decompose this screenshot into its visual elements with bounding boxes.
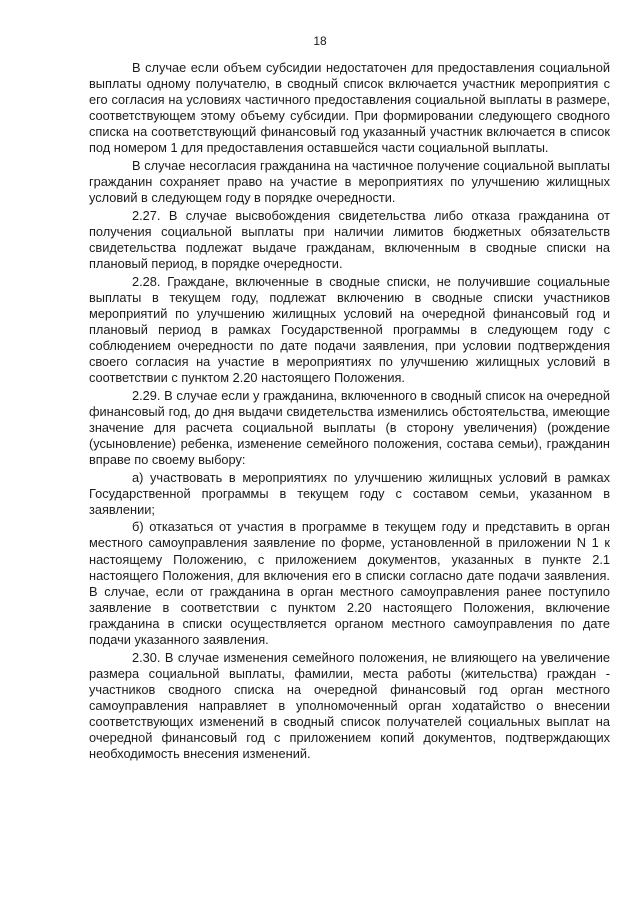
paragraph-2-29: 2.29. В случае если у гражданина, включенного в сводный список на очередной финансовый год, до дня выдачи свидетельства изменились обстоятельства, имеющие значение для расчета социальной выплаты (в сторону увеличения) (рождение (усыновление) ребенка, изменение семейного положения, состава семьи), гражданин вправе по своему выбору: xyxy=(89,387,610,467)
paragraph-2-30: 2.30. В случае изменения семейного положения, не влияющего на увеличение размера социальной выплаты, фамилии, места работы (жительства) граждан - участников сводного списка на очередной финансовый год орган местного самоуправления направляет в уполномоченный орган ходатайство о внесении соответствующих изменений в сводный список получателей социальных выплат на очередной финансовый год с приложением копий документов, подтверждающих необходимость внесения изменений. xyxy=(89,649,610,761)
paragraph-subsidy-insufficient: В случае если объем субсидии недостаточен для предоставления социальной выплаты одному получателю, в сводный список включается участник мероприятия с его согласия на условиях частичного предоставления социальной выплаты в размере, соответствующем этому объему субсидии. При формировании следующего сводного списка на соответствующий финансовый год указанный участник включается в список под номером 1 для предоставления оставшейся части социальной выплаты. xyxy=(89,60,610,156)
document-body xyxy=(89,60,610,764)
page-number: 18 xyxy=(313,34,327,48)
paragraph-citizen-disagreement: В случае несогласия гражданина на частичное получение социальной выплаты гражданин сохраняет право на участие в мероприятиях по улучшению жилищных условий в следующем году в порядке очередности. xyxy=(89,157,610,206)
paragraph-2-28: 2.28. Граждане, включенные в сводные списки, не получившие социальные выплаты в текущем году, подлежат включению в сводные списки участников мероприятий по улучшению жилищных условий на очередной финансовый год и плановый период в рамках Государственной программы в следующем году с соблюдением очередности по дате подачи заявления, при условии подтверждения своего согласия на участие в мероприятиях по улучшению жилищных условий в соответствии с пунктом 2.20 настоящего Положения. xyxy=(89,273,610,385)
paragraph-2-29-b: б) отказаться от участия в программе в текущем году и представить в орган местного самоуправления заявление по форме, установленной в приложении N 1 к настоящему Положению, с приложением документов, указанных в пункте 2.1 настоящего Положения, для включения его в списки согласно дате подачи заявления. В случае, если от гражданина в орган местного самоуправления ранее поступило заявление в соответствии с пунктом 2.20 настоящего Положения, включение гражданина в списки осуществляется органом местного самоуправления по дате подачи указанного заявления. xyxy=(89,519,610,647)
paragraph-2-27: 2.27. В случае высвобождения свидетельства либо отказа гражданина от получения социальной выплаты при наличии лимитов бюджетных обязательств свидетельства подлежат выдаче гражданам, включенным в сводные списки на плановый период, в порядке очередности. xyxy=(89,207,610,271)
paragraph-2-29-a: а) участвовать в мероприятиях по улучшению жилищных условий в рамках Государственной программы в текущем году с составом семьи, указанном в заявлении; xyxy=(89,469,610,517)
